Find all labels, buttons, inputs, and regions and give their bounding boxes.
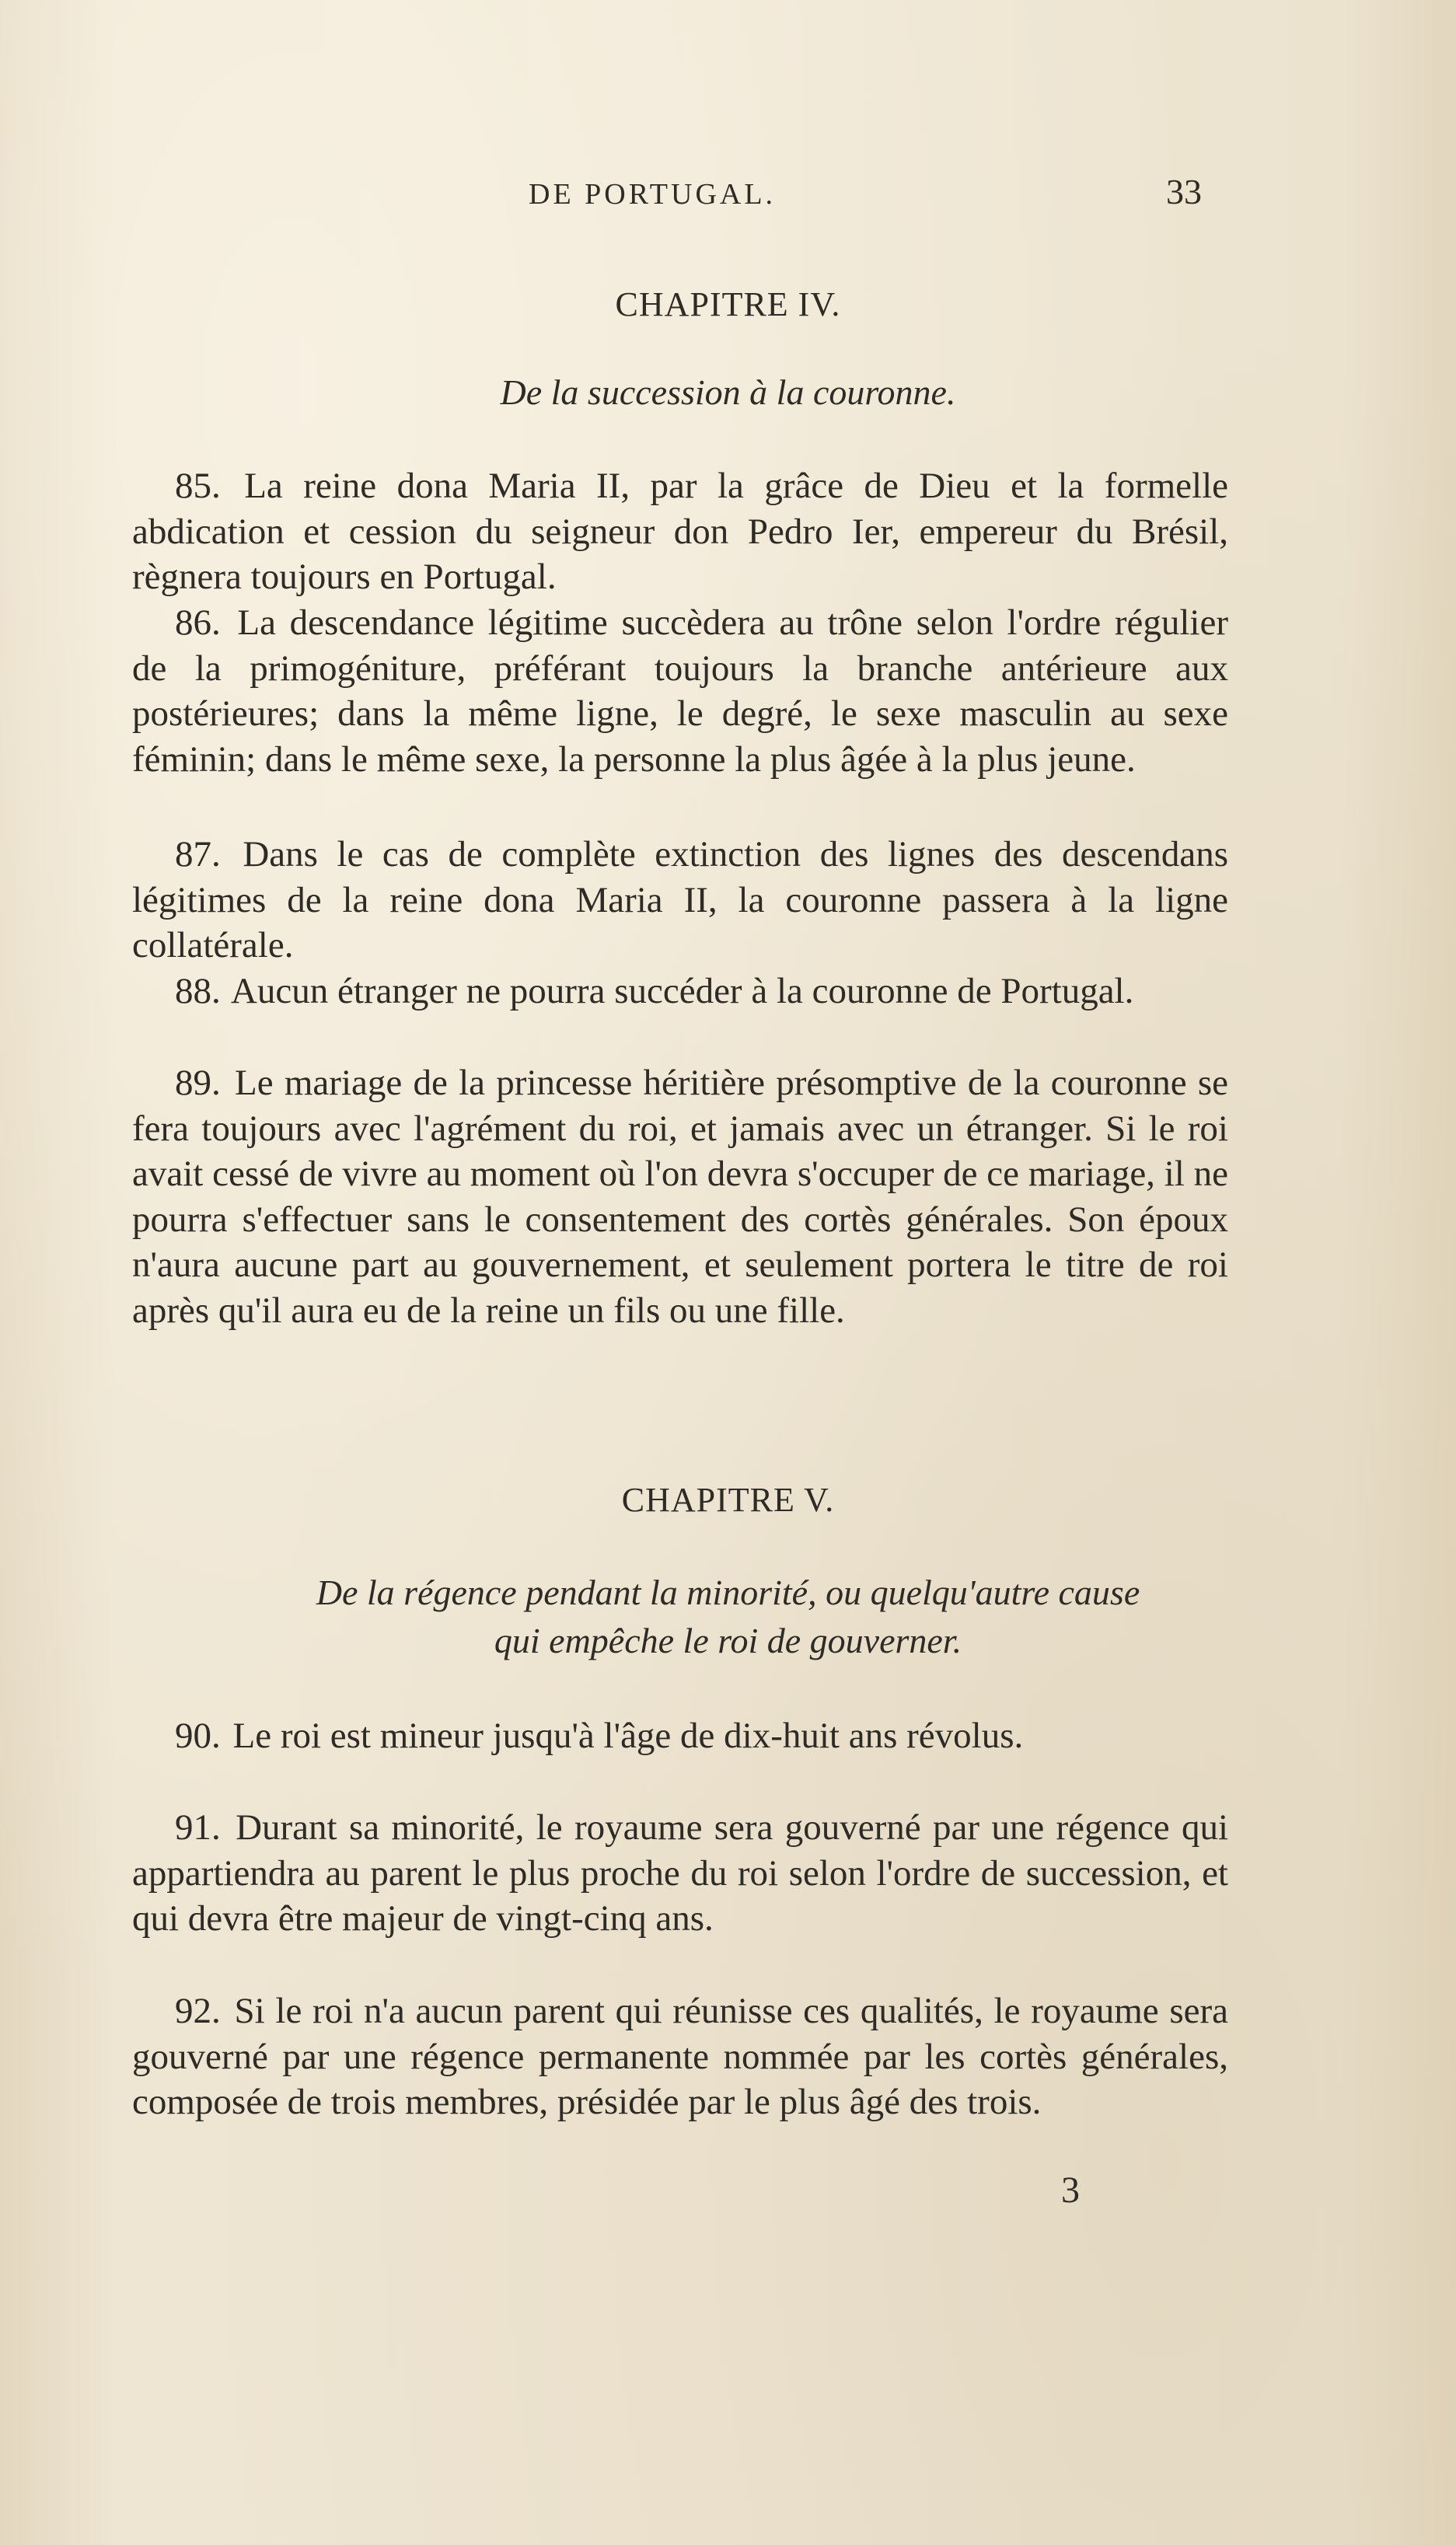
article-number: 89.	[175, 1063, 221, 1103]
article-text: Le mariage de la princesse héritière présomptive de la couronne se fera toujours avec l'agrément du roi, et jamais avec un étranger. Si le roi avait cessé de vivre au moment où l'on devra s'occuper de ce mariage, il ne pourra s'effectuer sans le consentement des cortès générales. Son époux n'aura aucune part au gouvernement, et seulement portera le titre de roi après qu'il aura eu de la reine un fils ou une fille.	[132, 1063, 1229, 1331]
article-number: 87.	[175, 834, 221, 875]
article-paragraph	[132, 969, 1228, 1014]
article-text: La reine dona Maria II, par la grâce de Dieu et la formelle abdication et cession du seigneur don Pedro Ier, empereur du Brésil, règnera toujours en Portugal.	[132, 466, 1228, 597]
article-number: 92.	[175, 1991, 221, 2031]
article-text: Dans le cas de complète extinction des lignes des descendans légitimes de la reine dona Maria II, la couronne passera à la ligne collatérale.	[132, 834, 1228, 965]
chapter-subtitle-line: De la régence pendant la minorité, ou quelqu'autre cause	[316, 1573, 1140, 1612]
chapter-heading: CHAPITRE V.	[621, 1481, 835, 1519]
article-number: 85.	[175, 466, 221, 506]
article-text: Si le roi n'a aucun parent qui réunisse ces qualités, le royaume sera gouverné par une régence permanente nommée par les cortès générales, composée de trois membres, présidée par le plus âgé des trois.	[132, 1991, 1229, 2122]
running-title: DE PORTUGAL.	[529, 178, 777, 211]
article-number: 90.	[175, 1716, 221, 1756]
chapter-subtitle: De la succession à la couronne.	[500, 372, 956, 412]
article-paragraph	[132, 1805, 1228, 1942]
article-text: Aucun étranger ne pourra succéder à la couronne de Portugal.	[230, 971, 1134, 1011]
article-paragraph	[132, 1060, 1228, 1333]
article-text: La descendance légitime succèdera au trône selon l'ordre régulier de la primogéniture, préférant toujours la branche antérieure aux postérieures; dans la même ligne, le degré, le sexe masculin au sexe féminin; dans le même sexe, la personne la plus âgée à la plus jeune.	[132, 602, 1228, 780]
article-text: Le roi est mineur jusqu'à l'âge de dix-huit ans révolus.	[232, 1716, 1024, 1756]
running-head	[0, 172, 1456, 224]
article-paragraph	[132, 1713, 1228, 1759]
article-paragraph	[132, 1988, 1228, 2125]
article-paragraph	[132, 600, 1228, 782]
article-paragraph	[132, 832, 1228, 969]
page-number: 33	[1166, 172, 1202, 211]
article-number: 86.	[175, 602, 221, 643]
article-number: 91.	[175, 1807, 221, 1848]
signature-mark: 3	[1061, 2170, 1080, 2211]
chapter-subtitle	[0, 1569, 1456, 1665]
article-number: 88.	[175, 971, 221, 1011]
article-text: Durant sa minorité, le royaume sera gouverné par une régence qui appartiendra au parent le plus proche du roi selon l'ordre de succession, et qui devra être majeur de vingt-cinq ans.	[132, 1807, 1229, 1939]
article-paragraph	[132, 463, 1228, 600]
chapter-heading: CHAPITRE IV.	[615, 285, 841, 323]
chapter-subtitle-line: qui empêche le roi de gouverner.	[494, 1621, 962, 1660]
